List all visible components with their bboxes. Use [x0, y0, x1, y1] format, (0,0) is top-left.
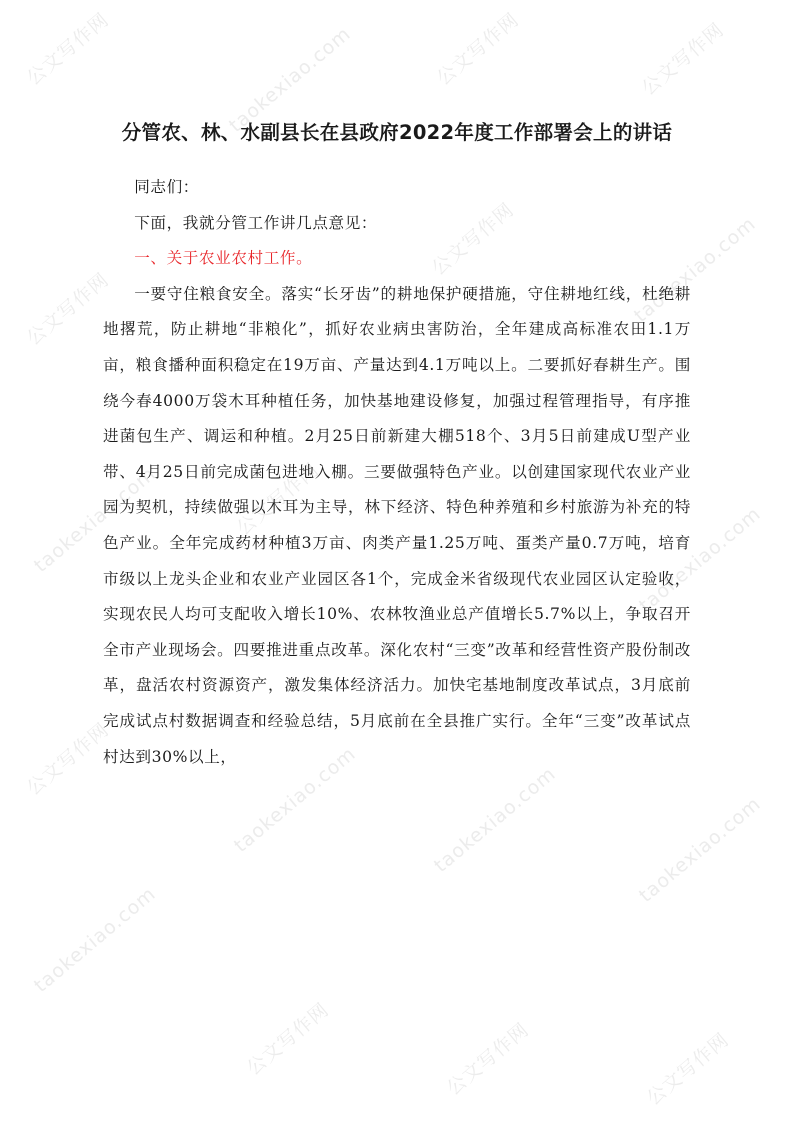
- watermark-text: 公文写作网: [242, 998, 334, 1080]
- document-title: 分管农、林、水副县长在县政府2022年度工作部署会上的讲话: [121, 121, 673, 144]
- section-heading: 一、关于农业农村工作。: [134, 249, 313, 268]
- document-body: [103, 110, 691, 775]
- watermark-text: 公文写作网: [232, 458, 324, 540]
- watermark-url: taokexiao.com: [30, 882, 161, 997]
- watermark-url: taokexiao.com: [30, 462, 161, 577]
- watermark-url: taokexiao.com: [635, 792, 766, 907]
- watermark-url: taokexiao.com: [230, 742, 361, 857]
- watermark-url: taokexiao.com: [630, 212, 761, 327]
- watermark-url: taokexiao.com: [635, 502, 766, 617]
- watermark-text: 公文写作网: [22, 268, 114, 350]
- watermark-text: 公文写作网: [22, 718, 114, 800]
- watermark-text: 公文写作网: [22, 8, 114, 90]
- watermark-url: taokexiao.com: [430, 762, 561, 877]
- watermark-text: 公文写作网: [442, 1018, 534, 1100]
- watermark-text: 公文写作网: [642, 1028, 734, 1110]
- watermark-url: taokexiao.com: [225, 22, 356, 137]
- watermark-text: 公文写作网: [637, 18, 729, 100]
- watermark-text: 公文写作网: [427, 198, 519, 280]
- watermark-text: 公文写作网: [432, 8, 524, 90]
- greeting: 同志们：: [134, 178, 199, 196]
- section-body-paragraph: 一要守住粮食安全。落实“长牙齿”的耕地保护硬措施，守住耕地红线，杜绝耕地撂荒，防止耕地“非粮化”，抓好农业病虫害防治，全年建成高标准农田1.1万亩，粮食播种面积稳定在19万亩、产量达到4.1万吨以上。二要抓好春耕生产。围绕今春4000万袋木耳种植任务，加快基地建设修复，加强过程管理指导，有序推进菌包生产、调运和种植。2月25日前新建大棚518个、3月5日前建成U型产业带、4月25日前完成菌包进地入棚。三要做强特色产业。以创建国家现代农业产业园为契机，持续做强以木耳为主导，林下经济、特色种养殖和乡村旅游为补充的特色产业。全年完成药材种植3万亩、肉类产量1.25万吨、蛋类产量0.7万吨，培育市级以上龙头企业和农业产业园区各1个，完成金米省级现代农业园区认定验收，实现农民人均可支配收入增长10%、农林牧渔业总产值增长5.7%以上，争取召开全市产业现场会。四要推进重点改革。深化农村“三变”改革和经营性资产股份制改革，盘活农村资源资产，激发集体经济活力。加快宅基地制度改革试点，3月底前完成试点村数据调查和经验总结，5月底前在全县推广实行。全年“三变”改革试点村达到30%以上，: [103, 284, 691, 766]
- intro-paragraph: 下面，我就分管工作讲几点意见：: [134, 213, 378, 232]
